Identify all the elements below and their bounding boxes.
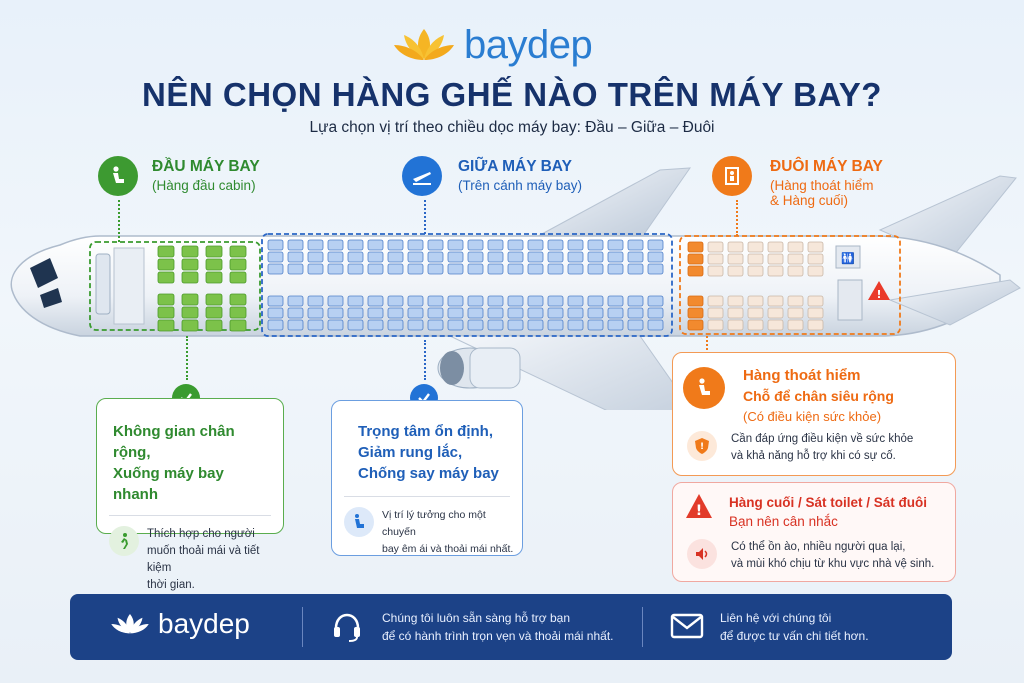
exit-row-card <box>672 352 956 476</box>
seat <box>528 320 543 330</box>
seat <box>388 252 403 262</box>
seat <box>182 307 198 318</box>
front-connector <box>118 200 120 242</box>
shield-icon <box>687 431 717 461</box>
seat <box>488 240 503 250</box>
seat <box>648 296 663 306</box>
seat <box>308 296 323 306</box>
seat <box>548 296 563 306</box>
walking-person-icon <box>109 526 139 556</box>
seat <box>568 320 583 330</box>
seat <box>182 320 198 331</box>
seat <box>230 272 246 283</box>
seat <box>468 308 483 318</box>
seat <box>288 240 303 250</box>
seat <box>288 252 303 262</box>
seat <box>748 254 763 264</box>
seat <box>788 254 803 264</box>
seat <box>488 252 503 262</box>
seat <box>688 266 703 276</box>
seat <box>728 308 743 318</box>
headset-icon <box>330 610 364 649</box>
seat <box>808 320 823 330</box>
seat <box>388 308 403 318</box>
seat <box>182 294 198 305</box>
seat <box>648 308 663 318</box>
seat <box>448 252 463 262</box>
seat <box>608 240 623 250</box>
exit-row-seat-icon <box>683 367 725 409</box>
seat <box>628 296 643 306</box>
last-row-note-1: Có thể ồn ào, nhiều người qua lại, <box>731 541 906 553</box>
seat <box>768 242 783 252</box>
seat <box>688 320 703 330</box>
front-card-line-1: Không gian chân rộng, <box>113 423 235 461</box>
seat <box>408 296 423 306</box>
seat <box>508 264 523 274</box>
front-card-note-3: thời gian. <box>147 579 195 591</box>
seat <box>708 266 723 276</box>
seat <box>788 242 803 252</box>
seat <box>428 296 443 306</box>
seat <box>548 240 563 250</box>
seat <box>328 240 343 250</box>
seat <box>588 252 603 262</box>
seat <box>608 264 623 274</box>
front-section-subtitle: (Hàng đầu cabin) <box>152 178 256 193</box>
seat <box>328 264 343 274</box>
seat <box>428 264 443 274</box>
seat <box>788 296 803 306</box>
seat <box>268 308 283 318</box>
seat <box>368 252 383 262</box>
seat <box>768 308 783 318</box>
seat <box>748 242 763 252</box>
footer-support-2: để có hành trình trọn vẹn và thoải mái nhất. <box>382 629 614 643</box>
seat <box>308 320 323 330</box>
seat <box>368 264 383 274</box>
seat <box>158 294 174 305</box>
seat <box>548 264 563 274</box>
seat <box>408 308 423 318</box>
front-card-note-1: Thích hợp cho người <box>147 528 255 540</box>
seat <box>348 296 363 306</box>
seat <box>808 308 823 318</box>
seat <box>158 246 174 257</box>
seat <box>182 246 198 257</box>
seat <box>368 296 383 306</box>
seat <box>648 320 663 330</box>
seat <box>728 266 743 276</box>
middle-section-title: GIỮA MÁY BAY <box>458 158 572 175</box>
seat <box>688 296 703 306</box>
seat <box>468 264 483 274</box>
mail-icon <box>670 612 704 645</box>
seat <box>230 259 246 270</box>
seat <box>468 296 483 306</box>
middle-card-line-3: Chống say máy bay <box>358 465 499 482</box>
middle-card <box>331 400 523 556</box>
rear-section-subtitle-2: & Hàng cuối) <box>770 193 849 208</box>
seat <box>288 308 303 318</box>
seat <box>708 308 723 318</box>
seat <box>388 264 403 274</box>
seat <box>808 296 823 306</box>
seat <box>206 259 222 270</box>
seat <box>708 320 723 330</box>
exit-row-note-2: và khả năng hỗ trợ khi có sự cố. <box>731 450 896 462</box>
seat <box>368 240 383 250</box>
seat <box>728 254 743 264</box>
seat <box>588 240 603 250</box>
seat <box>588 264 603 274</box>
seat <box>628 252 643 262</box>
seat <box>628 240 643 250</box>
last-row-title: Hàng cuối / Sát toilet / Sát đuôi <box>729 495 928 510</box>
footer-contact[interactable] <box>720 609 869 645</box>
lotus-icon <box>392 25 456 65</box>
seat <box>388 320 403 330</box>
seat <box>608 308 623 318</box>
seat <box>528 296 543 306</box>
seat <box>182 259 198 270</box>
seat <box>230 294 246 305</box>
seat <box>488 320 503 330</box>
seat <box>768 296 783 306</box>
seat <box>182 272 198 283</box>
svg-text:!: ! <box>699 442 705 452</box>
seat <box>308 264 323 274</box>
seat <box>608 320 623 330</box>
warning-triangle-icon <box>685 493 713 524</box>
footer-brand <box>110 608 250 640</box>
seat <box>488 296 503 306</box>
middle-card-note-2: bay êm ái và thoải mái nhất. <box>382 543 514 555</box>
seated-person-icon <box>344 507 374 537</box>
seat <box>748 266 763 276</box>
seat <box>748 320 763 330</box>
svg-text:!: ! <box>876 288 882 301</box>
seat <box>158 259 174 270</box>
seat <box>508 252 523 262</box>
seat <box>548 308 563 318</box>
seat <box>528 252 543 262</box>
front-section-title: ĐẦU MÁY BAY <box>152 158 260 175</box>
seat <box>230 307 246 318</box>
seat <box>268 264 283 274</box>
seat <box>308 240 323 250</box>
seat <box>488 264 503 274</box>
exit-row-title: Hàng thoát hiểm <box>743 367 861 384</box>
seat <box>230 246 246 257</box>
seat <box>808 266 823 276</box>
seat <box>648 240 663 250</box>
seat <box>206 320 222 331</box>
middle-section-subtitle: (Trên cánh máy bay) <box>458 178 583 193</box>
exit-door-icon <box>712 156 752 196</box>
seat <box>268 240 283 250</box>
seat <box>468 252 483 262</box>
seat <box>448 240 463 250</box>
seat <box>608 252 623 262</box>
seat <box>268 320 283 330</box>
seat <box>288 264 303 274</box>
seat <box>388 240 403 250</box>
seat <box>268 252 283 262</box>
seat <box>648 264 663 274</box>
seat <box>568 308 583 318</box>
seat <box>158 307 174 318</box>
seat <box>348 320 363 330</box>
seat <box>206 294 222 305</box>
seat <box>328 252 343 262</box>
exit-row-line-2: (Có điều kiện sức khỏe) <box>743 409 882 424</box>
seat <box>448 320 463 330</box>
seat <box>528 308 543 318</box>
seat <box>568 252 583 262</box>
front-card <box>96 398 284 591</box>
front-card-note-2: muốn thoải mái và tiết kiệm <box>147 545 260 574</box>
seat <box>608 296 623 306</box>
seat <box>408 252 423 262</box>
seat <box>428 252 443 262</box>
seat <box>158 272 174 283</box>
seat <box>768 266 783 276</box>
footer-contact-1: Liên hệ với chúng tôi <box>720 611 832 625</box>
page-subtitle: Lựa chọn vị trí theo chiều dọc máy bay: Đầu – Giữa – Đuôi <box>309 119 715 136</box>
seat <box>728 242 743 252</box>
seat <box>328 320 343 330</box>
seat <box>588 320 603 330</box>
seat <box>788 320 803 330</box>
seat <box>268 296 283 306</box>
footer-contact-2: để được tư vấn chi tiết hơn. <box>720 629 869 643</box>
rear-connector <box>736 200 738 236</box>
seat <box>508 240 523 250</box>
seat <box>568 264 583 274</box>
seat <box>468 320 483 330</box>
seat <box>728 320 743 330</box>
seat <box>768 320 783 330</box>
svg-text:🚻: 🚻 <box>841 252 855 265</box>
seat <box>588 296 603 306</box>
seat <box>348 252 363 262</box>
exit-row-line-1: Chỗ để chân siêu rộng <box>743 388 894 404</box>
airplane-takeoff-icon <box>402 156 442 196</box>
middle-card-note-1: Vị trí lý tưởng cho một chuyến <box>382 509 486 538</box>
front-card-line-2: Xuống máy bay nhanh <box>113 465 224 503</box>
seat <box>788 308 803 318</box>
seat <box>408 320 423 330</box>
page-title: NÊN CHỌN HÀNG GHẾ NÀO TRÊN MÁY BAY? <box>142 76 882 113</box>
seat <box>548 252 563 262</box>
rear-section-subtitle-1: (Hàng thoát hiểm <box>770 178 874 193</box>
seat <box>548 320 563 330</box>
seat <box>206 307 222 318</box>
seat <box>628 308 643 318</box>
seat <box>428 320 443 330</box>
seat <box>428 240 443 250</box>
exit-row-note-1: Cần đáp ứng điều kiện về sức khỏe <box>731 433 914 445</box>
seat <box>488 308 503 318</box>
seat <box>408 240 423 250</box>
last-row-line-1: Bạn nên cân nhắc <box>729 514 838 529</box>
middle-card-line-1: Trọng tâm ổn định, <box>358 423 493 440</box>
seat <box>408 264 423 274</box>
seat <box>206 246 222 257</box>
seat <box>508 320 523 330</box>
seat <box>748 296 763 306</box>
engine <box>438 348 520 388</box>
seat <box>448 296 463 306</box>
seat <box>428 308 443 318</box>
seat <box>808 254 823 264</box>
seat <box>348 240 363 250</box>
lotus-icon <box>110 608 150 640</box>
footer-bar <box>70 594 952 660</box>
seat <box>788 266 803 276</box>
seat <box>628 264 643 274</box>
seat <box>648 252 663 262</box>
rear-section-title: ĐUÔI MÁY BAY <box>770 158 883 175</box>
seat <box>308 252 323 262</box>
seat <box>708 242 723 252</box>
seat <box>388 296 403 306</box>
seat <box>230 320 246 331</box>
seat <box>328 308 343 318</box>
seat <box>448 308 463 318</box>
seat <box>206 272 222 283</box>
seat <box>628 320 643 330</box>
seat <box>508 296 523 306</box>
seat <box>748 308 763 318</box>
seat <box>708 296 723 306</box>
seat <box>568 240 583 250</box>
middle-card-line-2: Giảm rung lắc, <box>358 444 463 461</box>
seat <box>348 264 363 274</box>
seat <box>528 240 543 250</box>
footer-support-1: Chúng tôi luôn sẵn sàng hỗ trợ bạn <box>382 611 570 625</box>
seat <box>568 296 583 306</box>
seat <box>808 242 823 252</box>
seat <box>688 254 703 264</box>
last-row-card <box>672 482 956 582</box>
seat <box>288 296 303 306</box>
seat <box>688 308 703 318</box>
brand-name: baydep <box>464 22 593 67</box>
seat <box>588 308 603 318</box>
seat <box>448 264 463 274</box>
seat <box>348 308 363 318</box>
seat <box>768 254 783 264</box>
seat <box>308 308 323 318</box>
seat <box>728 296 743 306</box>
speaker-icon <box>687 539 717 569</box>
seat <box>368 320 383 330</box>
seat <box>468 240 483 250</box>
seat <box>158 320 174 331</box>
brand-logo <box>392 22 632 68</box>
seat <box>528 264 543 274</box>
footer-brand-name: baydep <box>158 608 250 639</box>
seat <box>708 254 723 264</box>
seat <box>288 320 303 330</box>
middle-connector <box>424 200 426 234</box>
seat <box>688 242 703 252</box>
last-row-note-2: và mùi khó chịu từ khu vực nhà vệ sinh. <box>731 558 935 570</box>
seat <box>508 308 523 318</box>
seat <box>368 308 383 318</box>
seat-icon <box>98 156 138 196</box>
svg-text:!: ! <box>695 503 703 519</box>
seat <box>328 296 343 306</box>
